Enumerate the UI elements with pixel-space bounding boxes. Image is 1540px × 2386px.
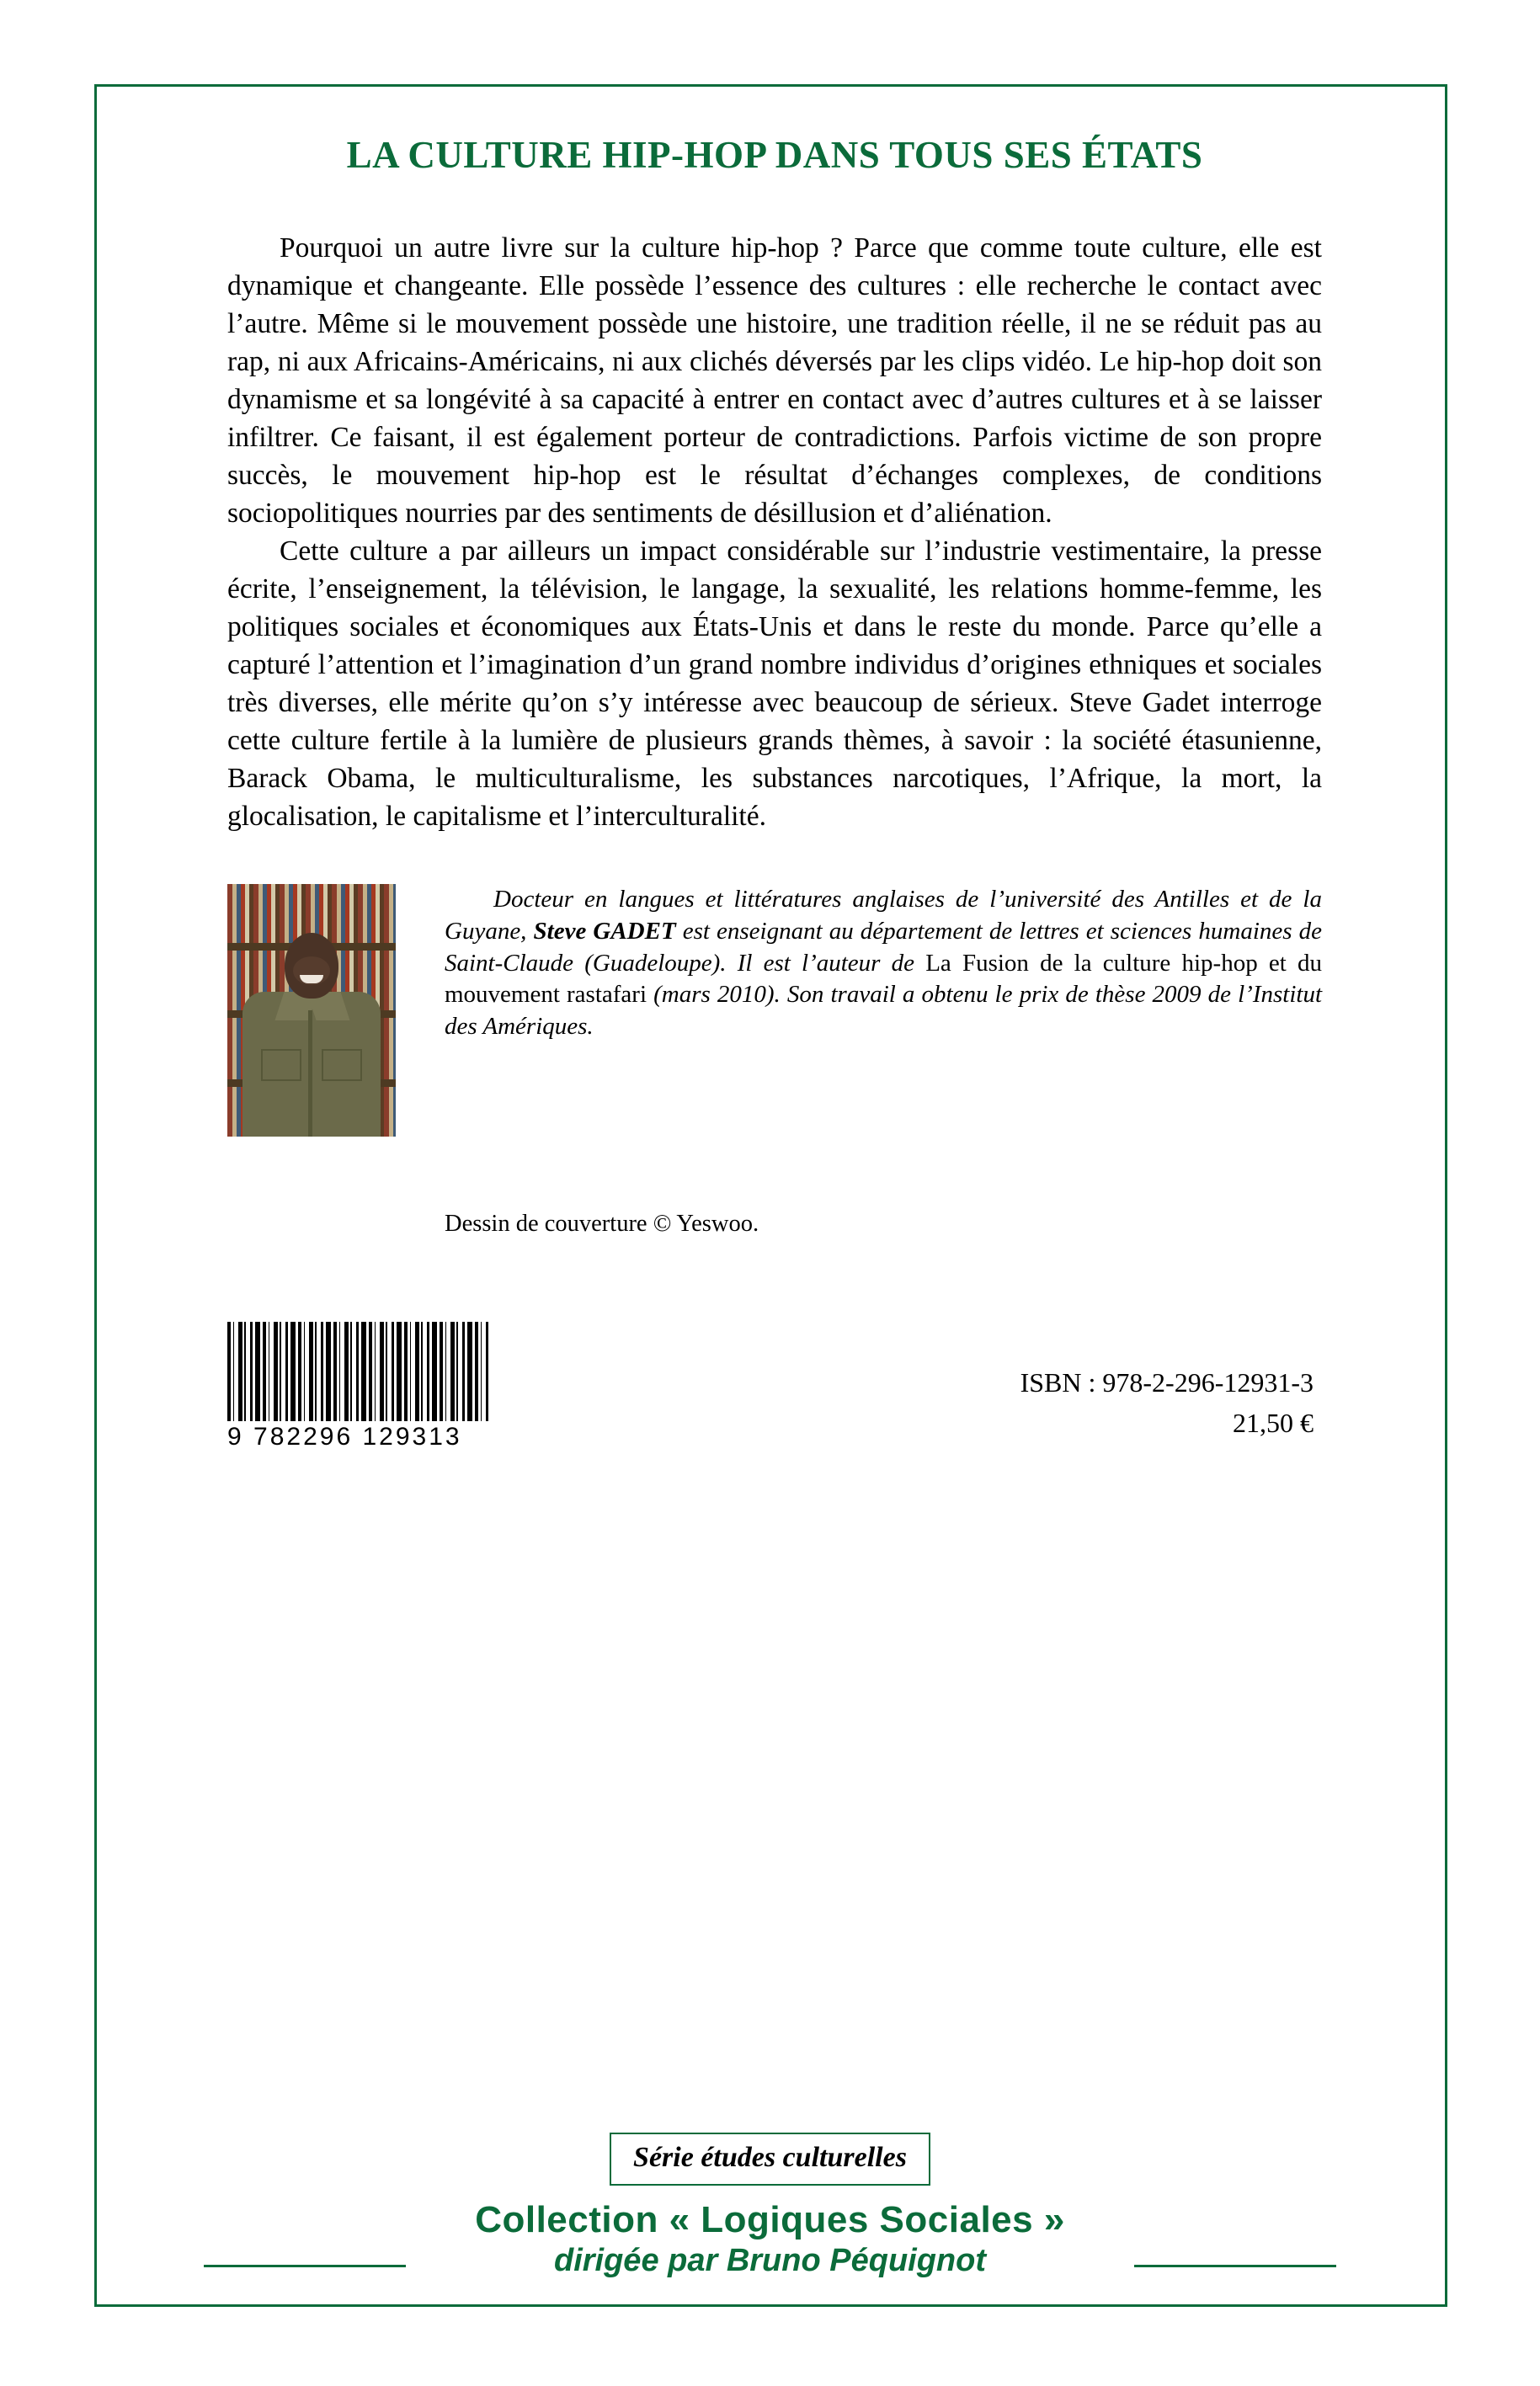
author-bio-part1: Docteur en langues et littératures anglaises de l’université des Antilles et de la Guyane, [445, 886, 1322, 945]
author-bio-part2: est enseignant au département de lettres et sciences humaines de Saint-Claude (Guadeloupe). Il est l’auteur de [445, 917, 1323, 977]
divider-right [1134, 2265, 1336, 2267]
portrait-pocket-left [261, 1049, 301, 1081]
portrait-placket [308, 1010, 312, 1137]
author-bio-part3: (mars 2010). Son travail a obtenu le prix de thèse 2009 de l’Institut des Amériques. [445, 981, 1323, 1040]
barcode [227, 1322, 488, 1451]
price-value: 21,50 € [1233, 1408, 1314, 1439]
author-photo [227, 884, 396, 1137]
barcode-isbn-row [227, 1322, 1322, 1473]
blurb-paragraph-1: Pourquoi un autre livre sur la culture hip-hop ? Parce que comme toute culture, elle est dynamique et changeante. Elle possède l’essence des cultures : elle recherche le contact avec l’autre. Même si le mouvement possède une histoire, une tradition réelle, il ne se réduit pas au rap, ni aux Africains-Américains, ni aux clichés déversés par les clips vidéo. Le hip-hop doit son dynamisme et sa longévité à sa capacité à entrer en contact avec d’autres cultures et à se laisser infiltrer. Ce faisant, il est également porteur de contradictions. Parfois victime de son propre succès, le mouvement hip-hop est le résultat d’échanges complexes, de conditions sociopolitiques nourries par des sentiments de désillusion et d’aliénation. [227, 232, 1322, 529]
portrait-pocket-right [322, 1049, 362, 1081]
author-block [227, 884, 1322, 1162]
cover-content [227, 135, 1322, 1473]
directed-by-row [94, 2243, 1446, 2287]
isbn-value: ISBN : 978-2-296-12931-3 [1020, 1367, 1314, 1398]
cover-credit: Dessin de couverture © Yeswoo. [445, 1211, 759, 1238]
blurb-paragraph-2: Cette culture a par ailleurs un impact considérable sur l’industrie vestimentaire, la presse écrite, l’enseignement, la télévision, le langage, la sexualité, les relations homme-femme, les politiques sociales et économiques aux États-Unis et dans le reste du monde. Parce qu’elle a capturé l’attention et l’imagination d’un grand nombre individus d’origines ethniques et sociales très diverses, elle mérite qu’on s’y intéresse avec beaucoup de sérieux. Steve Gadet interroge cette culture fertile à la lumière de plusieurs grands thèmes, à savoir : la société étasunienne, Barack Obama, le multiculturalisme, les substances narcotiques, l’Afrique, la mort, la glocalisation, le capitalisme et l’interculturalité. [227, 535, 1322, 833]
directed-by-label: dirigée par Bruno Péquignot [539, 2243, 1001, 2279]
author-bio [445, 884, 1322, 1042]
footer [94, 2133, 1446, 2287]
author-name: Steve GADET [533, 917, 676, 945]
barcode-bars [227, 1322, 488, 1421]
page-title: LA CULTURE HIP-HOP DANS TOUS SES ÉTATS [346, 134, 1203, 176]
author-work-title: La Fusion de la culture hip-hop et du mouvement rastafari [445, 949, 1322, 1009]
series-badge: Série études culturelles [610, 2133, 930, 2186]
collection-title: Collection « Logiques Sociales » [475, 2199, 1065, 2240]
divider-left [204, 2265, 406, 2267]
isbn-block [1020, 1362, 1314, 1443]
barcode-digits: 9 782296 129313 [227, 1423, 462, 1451]
blurb-text [227, 229, 1322, 836]
